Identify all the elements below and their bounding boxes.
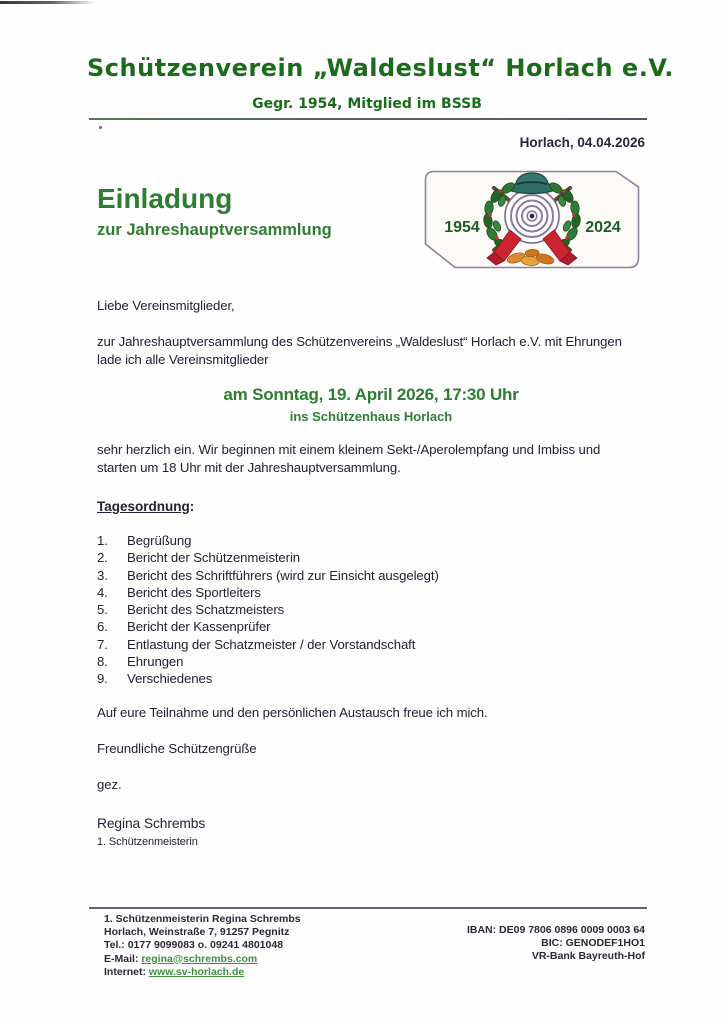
agenda-title-colon: : — [189, 499, 195, 514]
agenda-item: 1. Begrüßung — [97, 533, 192, 548]
header-divider — [89, 118, 647, 120]
event-datetime: am Sonntag, 19. April 2026, 17:30 Uhr — [223, 385, 519, 404]
agenda-item: 2. Bericht der Schützenmeisterin — [97, 550, 301, 566]
email-label: E-Mail: — [104, 952, 142, 965]
agenda-item: 9. Verschiedenes — [97, 671, 213, 687]
anniversary-year-label: 2024 — [585, 219, 621, 236]
invitation-heading: Einladung — [97, 183, 233, 214]
closing-sentence: Auf eure Teilnahme und den persönlichen Austausch freue ich mich. — [97, 705, 488, 720]
regards-line: Freundliche Schützengrüße — [97, 741, 257, 756]
email-link[interactable]: regina@schrembs.com — [141, 952, 258, 965]
club-anniversary-emblem — [424, 170, 640, 269]
signature-role: 1. Schützenmeisterin — [97, 836, 198, 848]
agenda-list — [97, 533, 439, 689]
invitation-subheading: zur Jahreshauptversammlung — [97, 221, 332, 239]
footer-contact-name: 1. Schützenmeisterin Regina Schrembs — [104, 913, 301, 925]
agenda-item: 5. Bericht des Schatzmeisters — [97, 602, 285, 618]
footer-contact-phone: Tel.: 0177 9099083 o. 09241 4801048 — [104, 939, 284, 952]
bank-bic: BIC: GENODEF1HO1 — [541, 937, 645, 950]
signature-name: Regina Schrembs — [97, 816, 206, 831]
footer-website-line — [104, 966, 301, 979]
agenda-item: 8. Ehrungen — [97, 654, 184, 670]
intro-line-2: lade ich alle Vereinsmitglieder — [97, 352, 269, 367]
footer-contact-address: Horlach, Weinstraße 7, 91257 Pegnitz — [104, 926, 290, 939]
intro-line-1: zur Jahreshauptversammlung des Schützenvereins „Waldeslust“ Horlach e.V. mit Ehrungen — [97, 334, 622, 349]
agenda-item: 3. Bericht des Schriftführers (wird zur Einsicht ausgelegt) — [97, 567, 439, 583]
continuation-paragraph — [97, 441, 600, 477]
scan-artifact-dot — [99, 126, 102, 129]
intro-paragraph — [97, 333, 622, 369]
bank-iban: IBAN: DE09 7806 0896 0009 0003 64 — [466, 924, 645, 936]
agenda-title — [97, 499, 194, 514]
agenda-item: 7. Entlastung der Schatzmeister / der Vorstandschaft — [97, 636, 416, 652]
website-label: Internet: — [104, 965, 149, 978]
club-subtitle: Gegr. 1954, Mitglied im BSSB — [252, 96, 482, 112]
salutation: Liebe Vereinsmitglieder, — [97, 298, 235, 313]
bank-name: VR-Bank Bayreuth-Hof — [531, 950, 645, 963]
agenda-title-text: Tagesordnung — [97, 499, 190, 514]
event-location: ins Schützenhaus Horlach — [289, 409, 453, 424]
footer-divider — [89, 907, 647, 909]
footer-bank-block — [97, 924, 645, 964]
continuation-line-1: sehr herzlich ein. Wir beginnen mit einem kleinem Sekt-/Aperolempfang und Imbiss und — [97, 442, 601, 457]
continuation-line-2: starten um 18 Uhr mit der Jahreshauptversammlung. — [97, 460, 401, 475]
founding-year-label: 1954 — [444, 219, 480, 236]
scan-artifact-top-edge — [0, 1, 96, 4]
place-date-line: Horlach, 04.04.2026 — [519, 135, 645, 150]
agenda-item: 6. Bericht der Kassenprüfer — [97, 619, 271, 635]
agenda-item: 4. Bericht des Sportleiters — [97, 584, 261, 600]
website-link[interactable]: www.sv-horlach.de — [148, 965, 245, 978]
signed-abbreviation: gez. — [97, 777, 122, 792]
club-name-title: Schützenverein „Waldeslust“ Horlach e.V. — [87, 54, 674, 82]
